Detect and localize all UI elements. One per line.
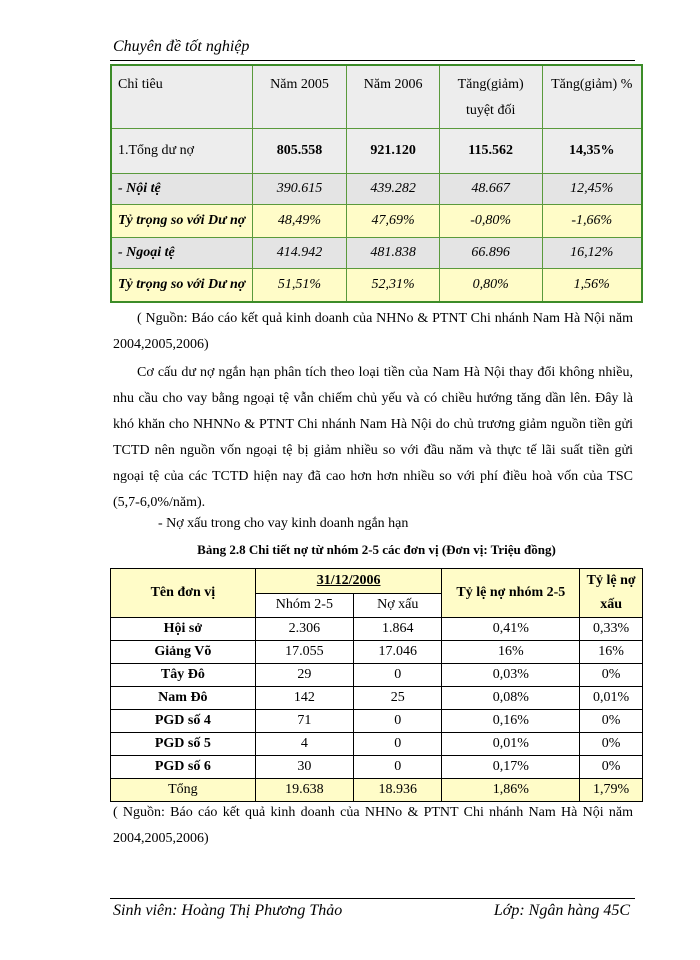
table-cell: 481.838 [347,238,439,269]
column-header: Tăng(giảm) % [542,65,642,129]
table-cell: 0 [354,664,442,687]
table-cell: 16% [580,641,643,664]
table-cell: 29 [255,664,353,687]
table-cell: 0% [580,733,643,756]
table-cell: 51,51% [252,269,347,303]
row-label: Tỷ trọng so với Dư nợ [111,269,252,303]
table-cell: 0,80% [439,269,542,303]
table-row [111,733,643,756]
row-label: Tổng [111,779,256,802]
table-cell: 0,03% [442,664,580,687]
table-cell: 0% [580,664,643,687]
table-cell: 142 [255,687,353,710]
column-header: Năm 2006 [347,65,439,129]
table-cell: 1,86% [442,779,580,802]
table-row [111,664,643,687]
table-cell: 47,69% [347,205,439,238]
table-cell: 0,16% [442,710,580,733]
table-caption: Bảng 2.8 Chi tiết nợ từ nhóm 2-5 các đơn vị (Đơn vị: Triệu đồng) [197,542,556,557]
table-row [111,756,643,779]
table-row [111,129,642,174]
total-row [111,779,643,802]
table-cell: 19.638 [255,779,353,802]
source-note: ( Nguồn: Báo cáo kết quả kinh doanh của NHNo & PTNT Chi nhánh Nam Hà Nội năm 2004,2005,2006) [113,805,633,846]
table-row [111,269,642,303]
body-paragraph: Cơ cấu dư nợ ngắn hạn phân tích theo loại tiền của Nam Hà Nội thay đổi không nhiều, nhu cầu cho vay bằng ngoại tệ vẫn chiếm chủ yếu và có chiều hướng tăng dần lên. Đây là khó khăn cho NHNNo & PTNT Chi nhánh Nam Hà Nội do chủ trương giảm nguồn tiền gửi TCTD nên nguồn vốn ngoại tệ bị giảm nhiều so với đầu năm và thực tế lãi suất tiền gửi ngoại tệ của các TCTD hiện nay đã cao hơn hơn nhiều so với phí điều hoà vốn của TSC (5,7-6,0%/năm). [113,365,633,510]
table-cell: 4 [255,733,353,756]
header-divider [110,60,635,61]
table-cell: 0,41% [442,618,580,641]
bad-debt-table [110,568,643,802]
table-cell: 25 [354,687,442,710]
table-cell: 48,49% [252,205,347,238]
column-header [580,569,643,618]
table-cell: 1.864 [354,618,442,641]
table-row [111,710,643,733]
table-row [111,687,643,710]
outstanding-loans-table [110,64,643,303]
column-header: Năm 2005 [252,65,347,129]
column-header-text: Tỷ lệ nợ xấu [586,573,636,612]
row-label: 1.Tổng dư nợ [111,129,252,174]
table-cell: 0% [580,710,643,733]
row-label: Nam Đô [111,687,256,710]
table-cell: 1,79% [580,779,643,802]
table-cell: 115.562 [439,129,542,174]
table-cell: -0,80% [439,205,542,238]
column-header [255,569,442,594]
table-cell: 0,33% [580,618,643,641]
table-cell: 805.558 [252,129,347,174]
column-header: Tên đơn vị [111,569,256,618]
table-row [111,641,643,664]
column-header: Tăng(giảm) tuyệt đối [439,65,542,129]
table-cell: 921.120 [347,129,439,174]
table-cell: 0,01% [580,687,643,710]
table-cell: -1,66% [542,205,642,238]
table-cell: 0,01% [442,733,580,756]
row-label: - Nội tệ [111,174,252,205]
table-cell: 0% [580,756,643,779]
table-cell: 16,12% [542,238,642,269]
footer-student: Sinh viên: Hoàng Thị Phương Thảo [113,902,343,919]
table-cell: 16% [442,641,580,664]
table-cell: 0,17% [442,756,580,779]
row-label: PGD số 4 [111,710,256,733]
row-label: Tỷ trọng so với Dư nợ [111,205,252,238]
bullet-heading: - Nợ xấu trong cho vay kinh doanh ngắn hạn [158,516,409,531]
table-cell: 18.936 [354,779,442,802]
table-cell: 17.055 [255,641,353,664]
row-label: - Ngoại tệ [111,238,252,269]
row-label: Hội sở [111,618,256,641]
column-header: Chỉ tiêu [111,65,252,129]
table-cell: 2.306 [255,618,353,641]
table-cell: 66.896 [439,238,542,269]
table-row [111,238,642,269]
table-cell: 414.942 [252,238,347,269]
footer-class: Lớp: Ngân hàng 45C [493,902,630,919]
row-label: PGD số 6 [111,756,256,779]
table-cell: 0 [354,710,442,733]
source-note: ( Nguồn: Báo cáo kết quả kinh doanh của NHNo & PTNT Chi nhánh Nam Hà Nội năm 2004,2005,2006) [113,311,633,352]
table-cell: 12,45% [542,174,642,205]
date-header: 31/12/2006 [316,572,381,588]
table-cell: 30 [255,756,353,779]
row-label: Tây Đô [111,664,256,687]
column-subheader: Nhóm 2-5 [255,593,353,618]
table-row [111,618,643,641]
table-cell: 1,56% [542,269,642,303]
table-cell: 390.615 [252,174,347,205]
column-subheader: Nợ xấu [354,593,442,618]
table-cell: 439.282 [347,174,439,205]
footer-divider [110,898,635,899]
table-header-row [111,569,643,594]
table-cell: 17.046 [354,641,442,664]
row-label: PGD số 5 [111,733,256,756]
table-cell: 0 [354,756,442,779]
table-cell: 48.667 [439,174,542,205]
table-header-row [111,65,642,129]
table-row [111,174,642,205]
table-row [111,205,642,238]
table-cell: 71 [255,710,353,733]
row-label: Giảng Võ [111,641,256,664]
table-cell: 0 [354,733,442,756]
column-header: Tỷ lệ nợ nhóm 2-5 [442,569,580,618]
table-cell: 52,31% [347,269,439,303]
table-cell: 0,08% [442,687,580,710]
table-cell: 14,35% [542,129,642,174]
page-header-title: Chuyên đề tốt nghiệp [113,38,250,55]
